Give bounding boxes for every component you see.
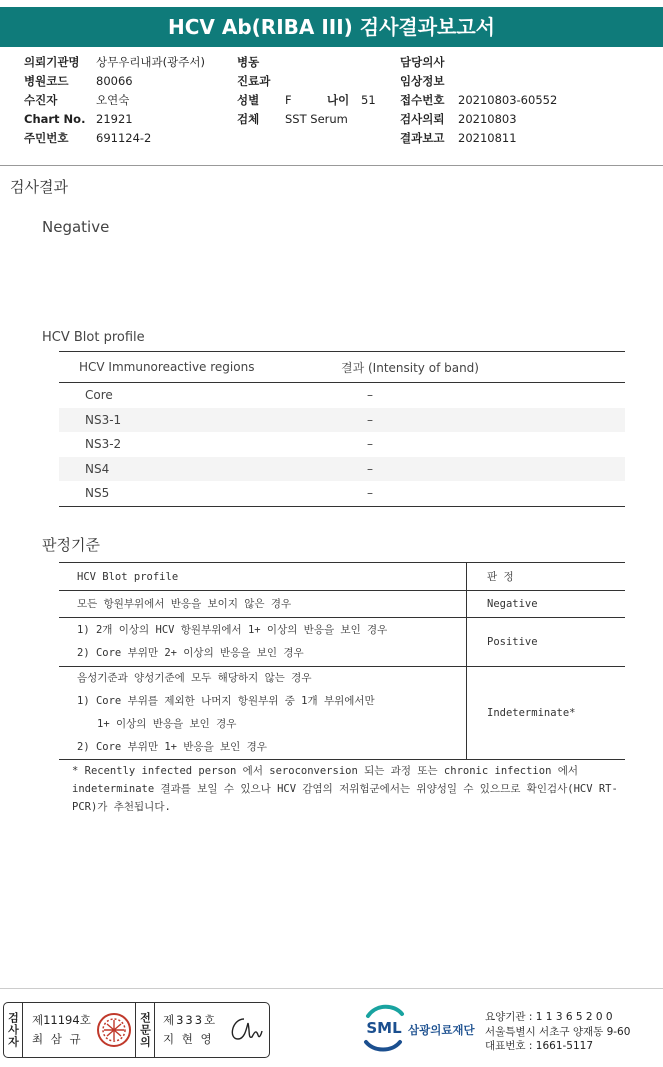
blot-header-row (59, 352, 625, 383)
table-row (59, 432, 625, 457)
criteria-judgement: Negative (467, 591, 626, 618)
criteria-line: 모든 항원부위에서 반응을 보이지 않은 경우 (77, 597, 292, 610)
table-row (59, 591, 625, 618)
header-divider (0, 165, 663, 166)
specialist-label-text: 전문의 (138, 1012, 152, 1048)
result-section-title: 검사결과 (10, 178, 68, 196)
info-key: 병원코드 (24, 74, 69, 88)
signature-box (3, 1002, 270, 1058)
info-key: 병동 (237, 55, 260, 69)
blot-header-result: 결과 (Intensity of band) (341, 352, 625, 383)
info-key: 주민번호 (24, 131, 69, 145)
blot-region: NS5 (59, 481, 341, 506)
info-key: Chart No. (24, 112, 86, 126)
info-value: 80066 (96, 74, 133, 88)
org-address (485, 1010, 630, 1054)
age-value: 51 (361, 93, 376, 107)
blot-result: – (341, 408, 625, 433)
criteria-desc (59, 667, 467, 760)
blot-result: – (341, 481, 625, 506)
info-key: 수진자 (24, 93, 58, 107)
table-row (59, 383, 625, 408)
address-line: 대표번호 : 1661-5117 (485, 1040, 594, 1052)
info-key: 검체 (237, 112, 260, 126)
blot-region: NS4 (59, 457, 341, 482)
signature-icon (224, 1013, 264, 1047)
info-key: 결과보고 (400, 131, 445, 145)
report-title: HCV Ab(RIBA III) 검사결과보고서 (0, 7, 663, 47)
criteria-line: 1) Core 부위를 제외한 나머지 항원부위 중 1개 부위에서만 (77, 695, 375, 707)
info-key: 임상정보 (400, 74, 445, 88)
examiner-info (32, 1011, 91, 1049)
examiner-label-text: 검사자 (6, 1012, 20, 1048)
info-value: F (285, 93, 292, 107)
blot-result: – (367, 437, 373, 452)
org-name: 삼광의료재단 (408, 1023, 475, 1037)
criteria-table (59, 562, 625, 760)
address-line: 요양기관 : 1 1 3 6 5 2 0 0 (485, 1011, 613, 1023)
criteria-line: 1) 2개 이상의 HCV 항원부위에서 1+ 이상의 반응을 보인 경우 (77, 624, 388, 636)
result-value: Negative (42, 218, 110, 236)
examiner-label (4, 1003, 23, 1057)
footer-divider (0, 988, 663, 989)
info-value: 상무우리내과(광주서) (96, 55, 205, 69)
table-row (59, 408, 625, 433)
info-key: 검사의뢰 (400, 112, 445, 126)
criteria-title: 판정기준 (42, 536, 100, 554)
blot-region: NS3-2 (85, 437, 122, 452)
criteria-header-row (59, 563, 625, 591)
specialist-name: 지 현 영 (163, 1032, 214, 1046)
info-value: 20210803 (458, 112, 517, 126)
specialist-info (163, 1011, 217, 1049)
info-value: 21921 (96, 112, 133, 126)
sml-logo-icon (362, 1002, 406, 1052)
table-row (59, 481, 625, 506)
blot-result: – (367, 388, 373, 403)
footnote: * Recently infected person 에서 seroconversion 되는 과정 또는 chronic infection 에서 indeterminate 결과를 보일 수 있으나 HCV 감염의 저위험군에서는 위양성일 수 있으므로 확인검사(HCV RT-PCR)가 추천됩니다. (72, 765, 618, 813)
criteria-line: 1+ 이상의 반응을 보인 경우 (97, 718, 237, 730)
criteria-desc (59, 591, 467, 618)
info-col-2 (237, 53, 376, 129)
info-key: 진료과 (237, 74, 271, 88)
criteria-line: 음성기준과 양성기준에 모두 해당하지 않는 경우 (77, 672, 312, 684)
address-line: 서울특별시 서초구 양재동 9-60 (485, 1025, 631, 1038)
specialist-no: 제333호 (163, 1013, 218, 1027)
info-value: 20210803-60552 (458, 93, 558, 107)
criteria-desc (59, 618, 467, 667)
footer (0, 990, 663, 1067)
table-row (59, 667, 625, 760)
info-key: 의뢰기관명 (24, 55, 80, 69)
info-col-3 (400, 53, 557, 148)
specialist-label (135, 1003, 155, 1057)
info-value: SST Serum (285, 112, 348, 126)
examiner-name: 최 삼 규 (32, 1032, 83, 1046)
criteria-judgement: Positive (467, 618, 626, 667)
table-row (59, 618, 625, 667)
criteria-line: 2) Core 부위만 2+ 이상의 반응을 보인 경우 (77, 647, 304, 659)
info-value: 오연숙 (96, 93, 130, 107)
examiner-no: 제11194호 (32, 1013, 91, 1027)
sml-logo-text: SML (366, 1019, 402, 1037)
blot-profile-title: HCV Blot profile (42, 330, 145, 345)
blot-result: – (341, 457, 625, 482)
info-key: 성별 (237, 93, 260, 107)
criteria-header-judgement: 판 정 (467, 563, 626, 591)
info-key: 담당의사 (400, 55, 445, 69)
criteria-judgement: Indeterminate* (467, 667, 626, 760)
criteria-line: 2) Core 부위만 1+ 반응을 보인 경우 (77, 741, 267, 753)
blot-region: NS3-1 (59, 408, 341, 433)
blot-header-region: HCV Immunoreactive regions (59, 352, 341, 383)
info-col-1 (24, 53, 205, 148)
age-key: 나이 (327, 93, 350, 107)
info-value: 691124-2 (96, 131, 152, 145)
blot-table (59, 351, 625, 507)
info-key: 접수번호 (400, 93, 445, 107)
criteria-header-profile: HCV Blot profile (59, 563, 467, 591)
blot-region: Core (85, 388, 113, 403)
seal-stamp-icon (96, 1012, 132, 1048)
info-value: 20210811 (458, 131, 517, 145)
table-row (59, 457, 625, 482)
